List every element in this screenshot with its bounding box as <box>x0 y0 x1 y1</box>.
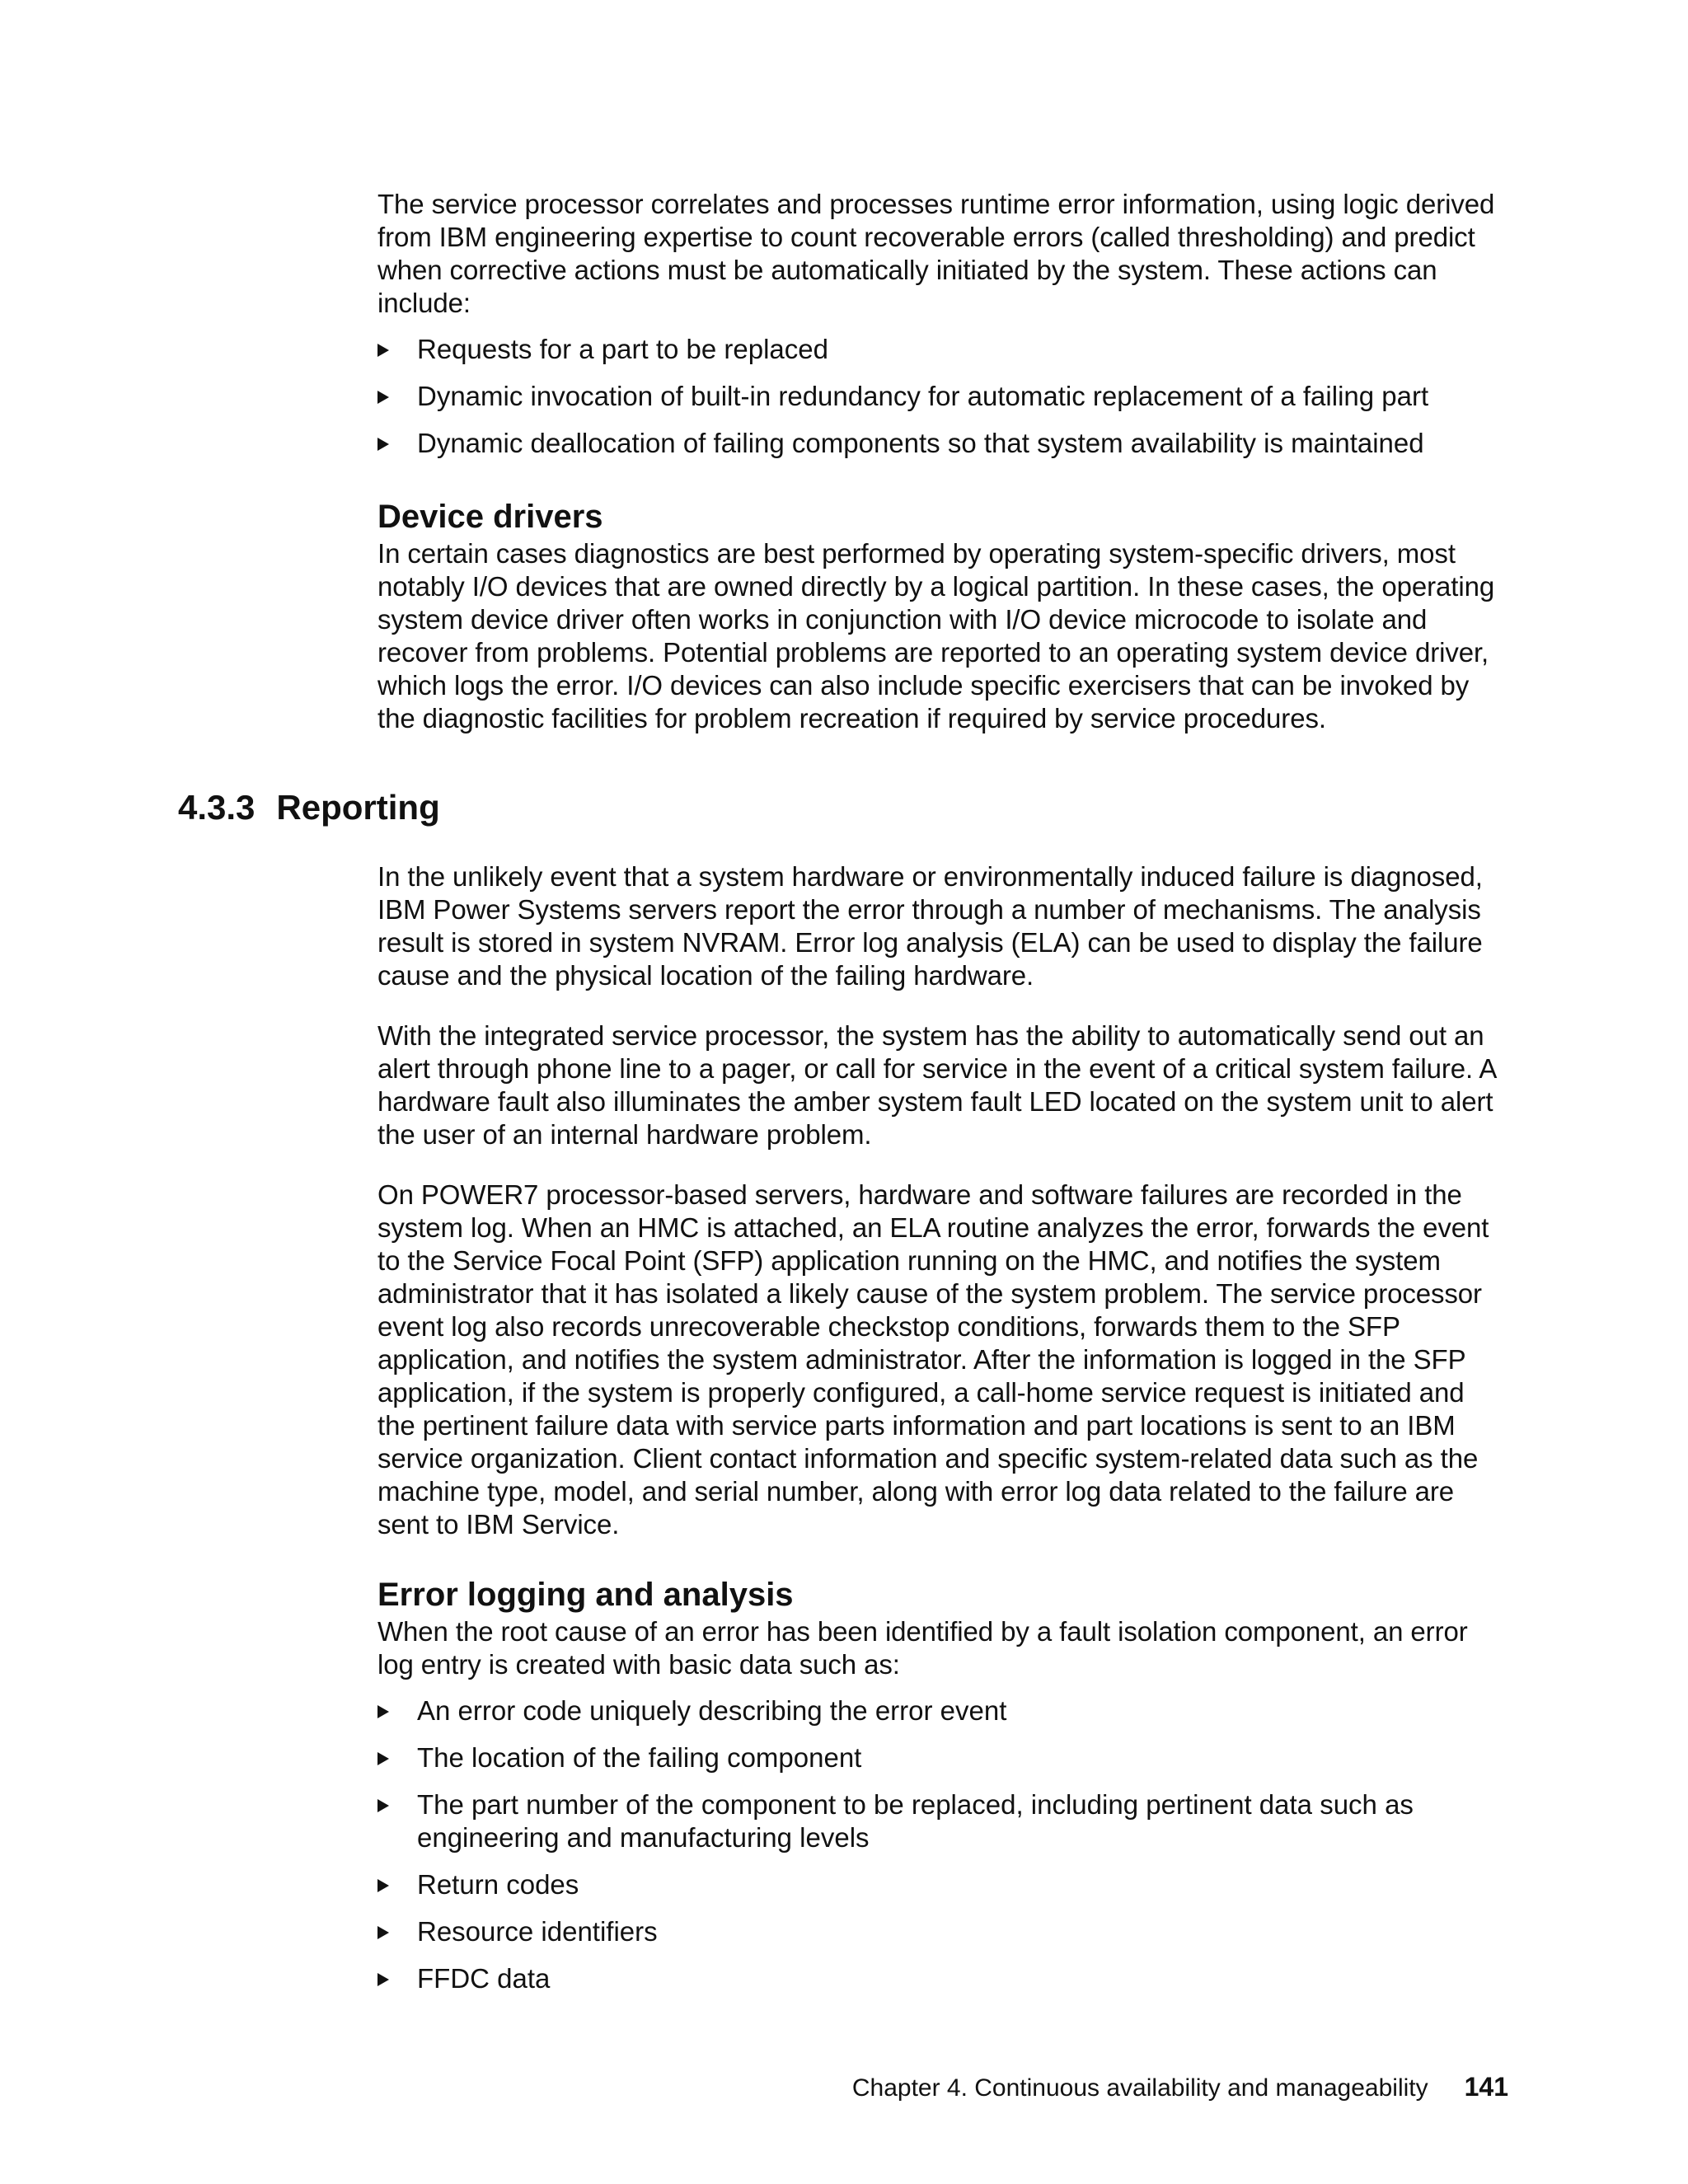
list-item <box>377 1788 1507 1854</box>
bullet-arrow-icon <box>377 1752 389 1765</box>
section-heading <box>178 787 440 828</box>
list-item-text: Requests for a part to be replaced <box>417 334 828 364</box>
list-item-text: The part number of the component to be replaced, including pertinent data such as engineering and manufacturing levels <box>417 1789 1414 1853</box>
device-drivers-paragraph: In certain cases diagnostics are best performed by operating system-specific drivers, most notably I/O devices that are owned directly by a logical partition. In these cases, the operating system device driver often works in conjunction with I/O device microcode to isolate and recover from problems. Potential problems are reported to an operating system device driver, which logs the error. I/O devices can also include specific exercisers that can be invoked by the diagnostic facilities for problem recreation if required by service procedures. <box>377 538 1495 733</box>
error-logging-bullet-list <box>377 1694 1507 1995</box>
bullet-arrow-icon <box>377 1973 389 1986</box>
list-item <box>377 1962 1507 1995</box>
list-item-text: The location of the failing component <box>417 1742 862 1773</box>
list-item-text: Dynamic deallocation of failing components so that system availability is maintained <box>417 428 1424 458</box>
list-item-text: Return codes <box>417 1869 579 1900</box>
bullet-arrow-icon <box>377 344 389 357</box>
list-item-text: Dynamic invocation of built-in redundancy for automatic replacement of a failing part <box>417 381 1429 411</box>
list-item <box>377 427 1507 460</box>
intro-section <box>377 188 1507 460</box>
intro-paragraph: The service processor correlates and processes runtime error information, using logic derived from IBM engineering expertise to count recoverable errors (called thresholding) and predict when corrective actions must be automatically initiated by the system. These actions can include: <box>377 189 1495 318</box>
list-item <box>377 333 1507 366</box>
error-logging-section <box>377 1576 1507 1995</box>
footer-chapter-title: Chapter 4. Continuous availability and manageability <box>851 2074 1428 2102</box>
bullet-arrow-icon <box>377 1705 389 1718</box>
list-item <box>377 1694 1507 1727</box>
list-item <box>377 1915 1507 1948</box>
list-item <box>377 380 1507 413</box>
page-number: 141 <box>1464 2072 1508 2102</box>
error-logging-heading: Error logging and analysis <box>377 1577 794 1613</box>
device-drivers-heading: Device drivers <box>377 499 603 535</box>
error-logging-paragraph: When the root cause of an error has been identified by a fault isolation component, an error log entry is created with basic data such as: <box>377 1616 1468 1680</box>
reporting-paragraph: With the integrated service processor, the system has the ability to automatically send out an alert through phone line to a pager, or call for service in the event of a critical system failure. A hardware fault also illuminates the amber system fault LED located on the system unit to alert the user of an internal hardware problem. <box>377 1020 1496 1150</box>
section-title: Reporting <box>276 788 440 827</box>
page-footer <box>852 2072 1508 2103</box>
list-item <box>377 1741 1507 1774</box>
bullet-arrow-icon <box>377 1879 389 1892</box>
list-item-text: FFDC data <box>417 1963 551 1994</box>
reporting-section <box>377 860 1507 1541</box>
bullet-arrow-icon <box>377 391 389 404</box>
section-number: 4.3.3 <box>178 788 256 827</box>
list-item <box>377 1868 1507 1901</box>
list-item-text: Resource identifiers <box>417 1916 658 1947</box>
list-item-text: An error code uniquely describing the error event <box>417 1695 1007 1726</box>
reporting-paragraph: In the unlikely event that a system hardware or environmentally induced failure is diagnosed, IBM Power Systems servers report the error through a number of mechanisms. The analysis result is stored in system NVRAM. Error log analysis (ELA) can be used to display the failure cause and the physical location of the failing hardware. <box>377 861 1483 991</box>
bullet-arrow-icon <box>377 1926 389 1939</box>
bullet-arrow-icon <box>377 1799 389 1812</box>
device-drivers-section <box>377 498 1507 735</box>
reporting-paragraph: On POWER7 processor-based servers, hardware and software failures are recorded in the system log. When an HMC is attached, an ELA routine analyzes the error, forwards the event to the Service Focal Point (SFP) application running on the HMC, and notifies the system administrator that it has isolated a likely cause of the system problem. The service processor event log also records unrecoverable checkstop conditions, forwards them to the SFP application, and notifies the system administrator. After the information is logged in the SFP application, if the system is properly configured, a call-home service request is initiated and the pertinent failure data with service parts information and part locations is sent to an IBM service organization. Client contact information and specific system-related data such as the machine type, model, and serial number, along with error log data related to the failure are sent to IBM Service. <box>377 1179 1489 1540</box>
bullet-arrow-icon <box>377 438 389 451</box>
intro-bullet-list <box>377 333 1507 460</box>
